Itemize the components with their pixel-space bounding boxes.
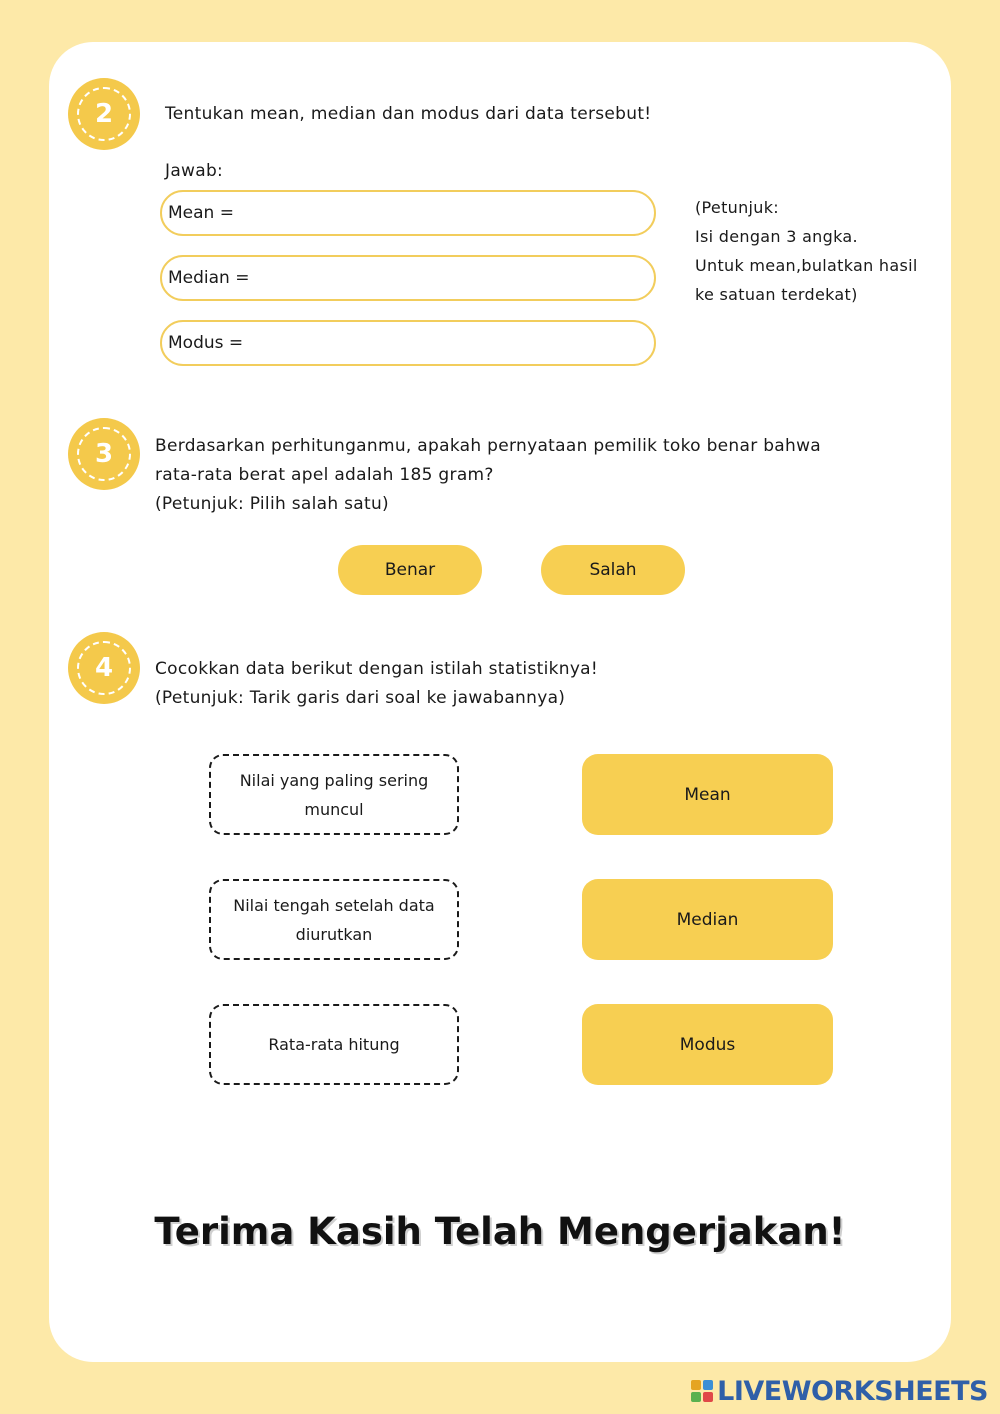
liveworksheets-logo-icon bbox=[691, 1380, 713, 1402]
hint-line-2: Isi dengan 3 angka. bbox=[695, 227, 858, 246]
question-3-text bbox=[155, 432, 821, 519]
question-4-number: 4 bbox=[77, 641, 131, 695]
question-4-text bbox=[155, 655, 598, 713]
modus-input[interactable] bbox=[251, 327, 654, 359]
mean-field[interactable] bbox=[160, 190, 656, 236]
median-field[interactable] bbox=[160, 255, 656, 301]
logo-square-1 bbox=[691, 1380, 701, 1390]
question-2-text: Tentukan mean, median dan modus dari data tersebut! bbox=[165, 104, 652, 124]
match-question-3[interactable]: Rata-rata hitung bbox=[209, 1004, 459, 1085]
brand-text: LIVEWORKSHEETS bbox=[717, 1375, 988, 1407]
question-3-line-1: Berdasarkan perhitunganmu, apakah pernyataan pemilik toko benar bahwa bbox=[155, 436, 822, 456]
question-3-number: 3 bbox=[77, 427, 131, 481]
logo-square-4 bbox=[703, 1392, 713, 1402]
benar-button[interactable]: Benar bbox=[338, 545, 482, 595]
question-2-badge bbox=[68, 78, 140, 150]
logo-square-2 bbox=[703, 1380, 713, 1390]
mean-field-label: Mean = bbox=[168, 203, 234, 223]
question-4-badge bbox=[68, 632, 140, 704]
mean-input[interactable] bbox=[242, 197, 654, 229]
salah-button[interactable]: Salah bbox=[541, 545, 685, 595]
match-question-1[interactable]: Nilai yang paling sering muncul bbox=[209, 754, 459, 835]
hint-line-4: ke satuan terdekat) bbox=[695, 285, 858, 304]
question-3-badge bbox=[68, 418, 140, 490]
match-answer-mean[interactable]: Mean bbox=[582, 754, 833, 835]
logo-square-3 bbox=[691, 1392, 701, 1402]
match-question-2[interactable]: Nilai tengah setelah data diurutkan bbox=[209, 879, 459, 960]
question-3-hint: (Petunjuk: Pilih salah satu) bbox=[155, 494, 389, 514]
question-4-line-1: Cocokkan data berikut dengan istilah statistiknya! bbox=[155, 659, 599, 679]
match-answer-median[interactable]: Median bbox=[582, 879, 833, 960]
hint-line-1: (Petunjuk: bbox=[695, 198, 779, 217]
median-input[interactable] bbox=[257, 262, 654, 294]
modus-field[interactable] bbox=[160, 320, 656, 366]
median-field-label: Median = bbox=[168, 268, 250, 288]
question-4-hint: (Petunjuk: Tarik garis dari soal ke jawabannya) bbox=[155, 688, 566, 708]
question-2-number: 2 bbox=[77, 87, 131, 141]
modus-field-label: Modus = bbox=[168, 333, 244, 353]
liveworksheets-brand[interactable] bbox=[691, 1376, 988, 1406]
answer-label: Jawab: bbox=[165, 161, 224, 181]
closing-message: Terima Kasih Telah Mengerjakan! bbox=[154, 1210, 846, 1253]
hint-line-3: Untuk mean,bulatkan hasil bbox=[695, 256, 918, 275]
question-3-line-2: rata-rata berat apel adalah 185 gram? bbox=[155, 465, 494, 485]
hint-box bbox=[695, 193, 918, 309]
match-answer-modus[interactable]: Modus bbox=[582, 1004, 833, 1085]
